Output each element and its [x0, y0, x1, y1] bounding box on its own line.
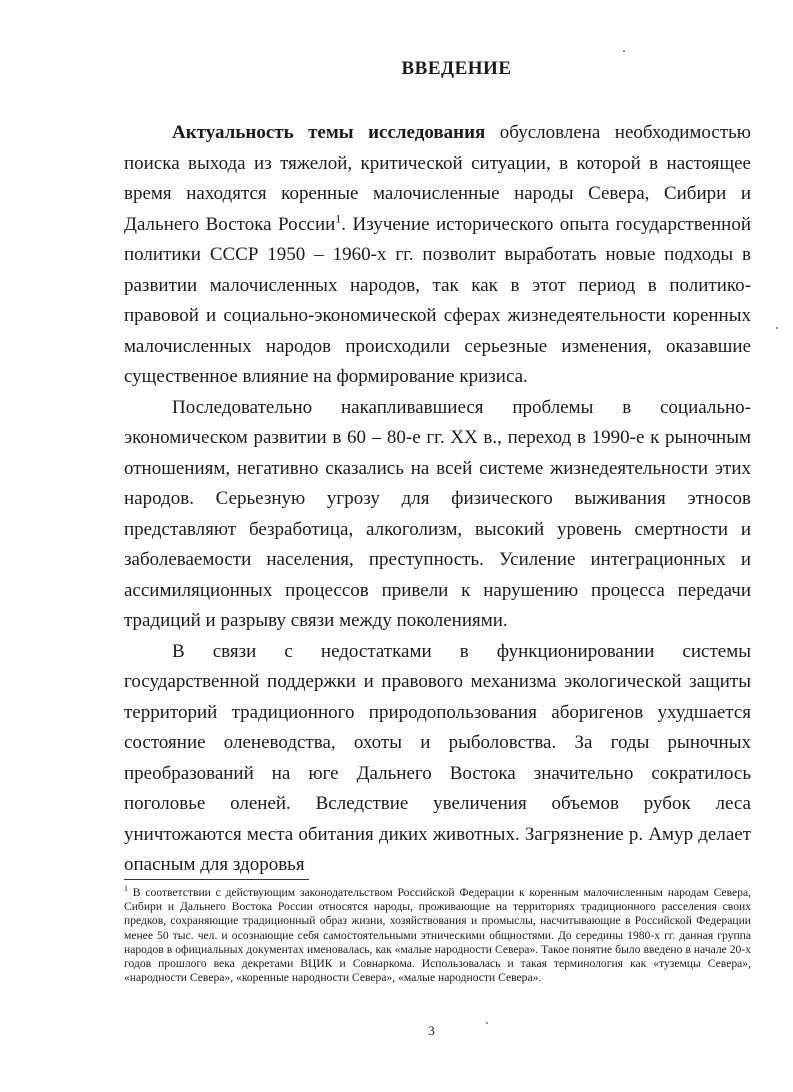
footnote-ref: 1 [335, 211, 342, 226]
footnote-text: В соответствии с действующим законодательством Российской Федерации к коренным малочисленным народам Севера, Сибири и Дальнего Востока России относятся народы, проживающие на территориях традиционного расселения своих предков, сохраняющие традиционный образ жизни, хозяйствования и промыслы, насчитывающие в Российской Федерации менее 50 тыс. чел. и осознающие себя самостоятельными этническими общностями. До середины 1980-х гг. данная группа народов в официальных документах именовалась, как «малые народности Севера». Такое понятие было введено в начале 20-х годов прошлого века декретами ВЦИК и Совнаркома. Использовалась и такая терминология как «туземцы Севера», «народности Севера», «коренные народности Севера», «малые народности Севера». [124, 886, 751, 985]
scan-speck [623, 50, 625, 52]
footnote-separator [124, 879, 309, 880]
page-number: 3 [428, 1023, 435, 1038]
page-title: ВВЕДЕНИЕ [401, 58, 512, 79]
footnote-marker: 1 [124, 884, 128, 894]
body-text [124, 118, 751, 881]
paragraph-1-text-b: . Изучение исторического опыта государственной политики СССР 1950 – 1960-х гг. позволит выработать новые подходы в развитии малочисленных народов, так как в этот период в политико-правовой и социально-экономической сферах жизнедеятельности коренных малочисленных народов происходили серьезные изменения, оказавшие существенное влияние на формирование кризиса. [124, 213, 752, 387]
paragraph-3: В связи с недостатками в функционировании системы государственной поддержки и правового механизма экологической защиты территорий традиционного природопользования аборигенов ухудшается состояние оленеводства, охоты и рыболовства. За годы рыночных преобразований на юге Дальнего Востока значительно сократилось поголовье оленей. Вследствие увеличения объемов рубок леса уничтожаются места обитания диких животных. Загрязнение р. Амур делает опасным для здоровья [124, 640, 751, 875]
paragraph-2: Последовательно накапливавшиеся проблемы в социально-экономическом развитии в 60 – 80-е гг. XX в., переход в 1990-е к рыночным отношениям, негативно сказались на всей системе жизнедеятельности этих народов. Серьезную угрозу для физического выживания этносов представляют безработица, алкоголизм, высокий уровень смертности и заболеваемости населения, преступность. Усиление интеграционных и ассимиляционных процессов привели к нарушению процесса передачи традиций и разрыву связи между поколениями. [124, 396, 751, 631]
paragraph-1 [124, 118, 751, 393]
footnote [124, 886, 751, 985]
scan-speck [486, 1022, 488, 1024]
paragraph-1-lead: Актуальность темы исследования [172, 122, 486, 143]
scan-speck [776, 327, 778, 329]
paragraph-1-text-a: обусловлена необходимостью поиска выхода из тяжелой, критической ситуации, в которой в настоящее время находятся коренные малочисленные народы Севера, Сибири и Дальнего Востока России [124, 122, 752, 235]
